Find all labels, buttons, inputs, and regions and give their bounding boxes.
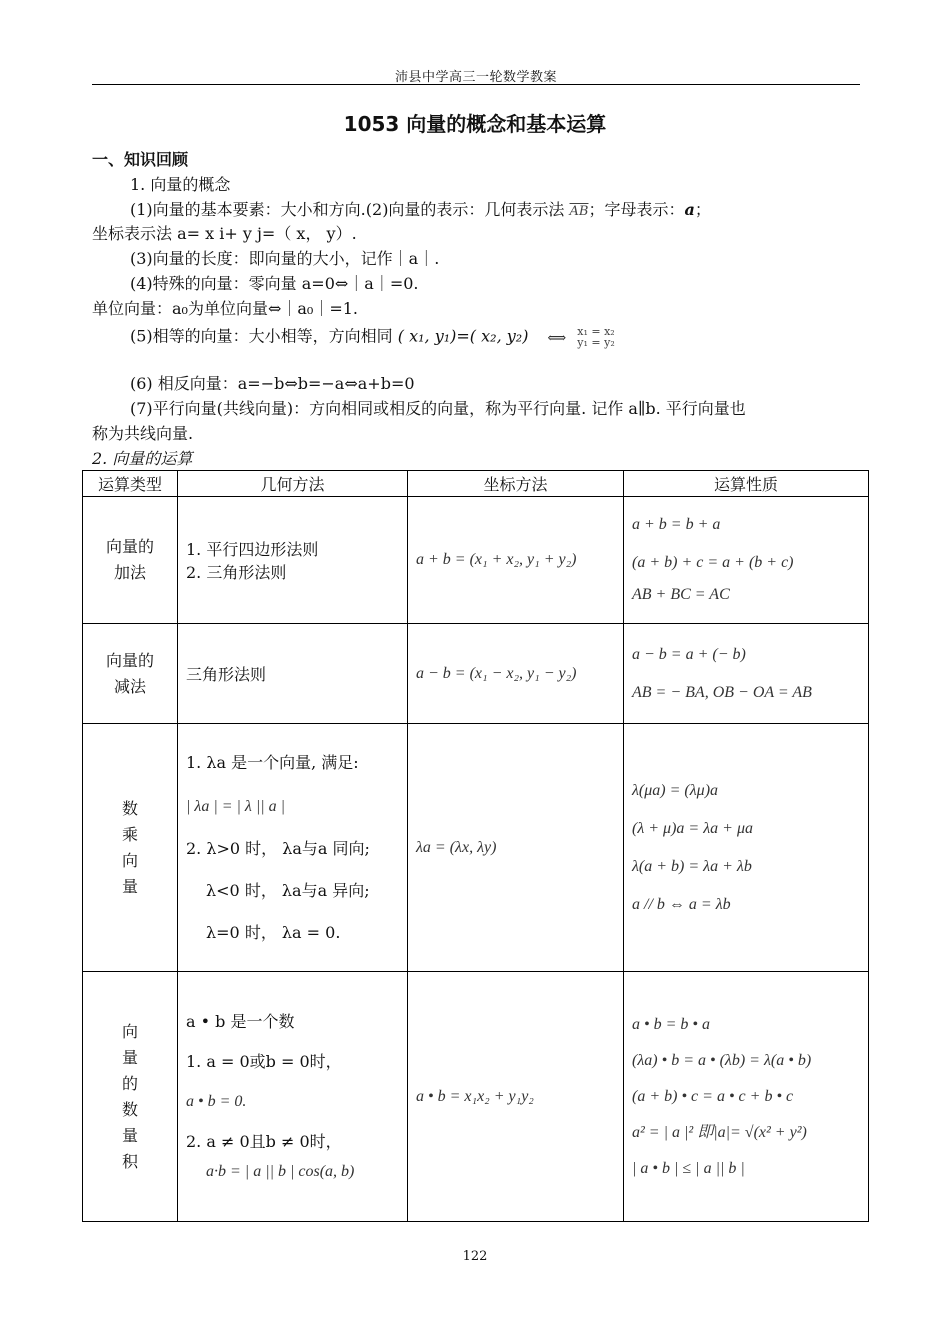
op-properties: [624, 624, 869, 724]
geo-line: 2. a ≠ 0且b ≠ 0时，: [186, 1131, 342, 1151]
equation-system: [577, 326, 614, 348]
geo-method: [178, 724, 408, 972]
paragraph-line: 坐标表示法 a= x i+ y j=（ x， y）.: [92, 224, 357, 243]
coord-method: a − b = (x₁ − x₂, y₁ − y₂): [408, 624, 624, 724]
op-properties: [624, 724, 869, 972]
geo-method: [178, 497, 408, 624]
geo-line: 1. 平行四边形法则: [186, 540, 319, 559]
table-row: [83, 972, 869, 1222]
geo-line: | λa | = | λ || a |: [186, 797, 286, 815]
item-2-heading: 2. 向量的运算: [92, 449, 193, 468]
property: AB = − BA, OB − OA = AB: [632, 683, 812, 701]
operations-table: [82, 470, 869, 1222]
table-header: 运算类型: [83, 471, 178, 497]
geo-line: a • b = 0.: [186, 1092, 247, 1110]
geo-line: a·b = | a || b | cos(a, b): [206, 1162, 355, 1180]
coord-method: λa = (λx, λy): [408, 724, 624, 972]
section-heading: 一、知识回顾: [92, 150, 189, 169]
table-row: [83, 497, 869, 624]
geo-line: 1. a = 0或b = 0时，: [186, 1051, 342, 1071]
text-span: ；: [694, 200, 711, 219]
page-number: 122: [462, 1249, 488, 1264]
paragraph-line: 称为共线向量.: [92, 424, 194, 443]
table-header: 几何方法: [178, 471, 408, 497]
text-span: y₁ = y₂: [577, 336, 615, 349]
paragraph-line: (7)平行向量(共线向量)：方向相同或相反的向量，称为平行向量. 记作 a∥b. 平行向量也: [130, 399, 746, 418]
property: λ(a + b) = λa + λb: [632, 857, 752, 875]
coord-method: a • b = x₁x₂ + y₁y₂: [408, 972, 624, 1222]
property: λ(μa) = (λμ)a: [632, 781, 719, 799]
geo-line: λ=0 时， λa = 0.: [206, 922, 341, 942]
op-properties: [624, 497, 869, 624]
property: (λa) • b = a • (λb) = λ(a • b): [632, 1051, 812, 1069]
property: (λ + μ)a = λa + μa: [632, 819, 753, 837]
table-header-row: [83, 471, 869, 497]
text-span: x₁ = x₂: [577, 325, 615, 338]
paragraph-line: (6) 相反向量：a=−b⇔b=−a⇔a+b=0: [130, 374, 415, 393]
page-header: 沛县中学高三一轮数学教案: [394, 70, 557, 85]
geo-line: a • b 是一个数: [186, 1011, 295, 1031]
text-span: ( x₁, y₁)=( x₂, y₂): [397, 326, 529, 346]
text-span: (5)相等的向量：大小相等，方向相同: [130, 326, 393, 346]
geo-line: 1. λa 是一个向量, 满足:: [186, 752, 359, 772]
geo-method: 三角形法则: [178, 624, 408, 724]
paragraph-line: (4)特殊的向量：零向量 a=0⇔｜a｜=0.: [130, 274, 419, 293]
property: a + b = b + a: [632, 516, 721, 533]
op-type: 向量的 减法: [83, 624, 178, 724]
property: | a • b | ≤ | a || b |: [632, 1159, 745, 1177]
item-1-heading: 1. 向量的概念: [130, 175, 231, 194]
text-span: a: [684, 200, 695, 219]
paragraph-line: 单位向量：a₀为单位向量⇔｜a₀｜=1.: [92, 299, 358, 318]
property: a • b = b • a: [632, 1015, 710, 1033]
property: a // b ⇔ a = λb: [632, 895, 731, 913]
op-type: 数 乘 向 量: [83, 724, 178, 972]
paragraph-line: (3)向量的长度：即向量的大小，记作｜a｜.: [130, 249, 440, 268]
page-title: 1053 向量的概念和基本运算: [343, 112, 607, 136]
iff-symbol: ⟺: [547, 330, 567, 346]
coord-method: a + b = (x₁ + x₂, y₁ + y₂): [408, 497, 624, 624]
property: a² = | a |² 即|a|= √(x² + y²): [632, 1123, 807, 1141]
op-type: 向量的 加法: [83, 497, 178, 624]
property: a − b = a + (− b): [632, 645, 746, 663]
property: (a + b) + c = a + (b + c): [632, 554, 794, 571]
op-properties: [624, 972, 869, 1222]
vector-ab: $\overline{AB}$: [569, 204, 589, 219]
header-rule: [92, 84, 860, 85]
paragraph-line: [130, 326, 615, 349]
text-span: (1)向量的基本要素：大小和方向.: [130, 200, 366, 219]
text-span: (2)向量的表示：几何表示法: [365, 200, 565, 219]
text-span: ；字母表示：: [588, 200, 685, 219]
property: AB + BC = AC: [632, 586, 730, 603]
paragraph-line: [130, 200, 711, 222]
table-header: 运算性质: [624, 471, 869, 497]
table-header: 坐标方法: [408, 471, 624, 497]
geo-line: λ<0 时， λa与a 异向;: [206, 880, 370, 900]
op-type: 向 量 的 数 量 积: [83, 972, 178, 1222]
table-row: [83, 724, 869, 972]
geo-line: 2. λ>0 时， λa与a 同向;: [186, 838, 370, 858]
table-row: [83, 624, 869, 724]
property: (a + b) • c = a • c + b • c: [632, 1087, 794, 1105]
geo-method: [178, 972, 408, 1222]
geo-line: 2. 三角形法则: [186, 563, 287, 582]
